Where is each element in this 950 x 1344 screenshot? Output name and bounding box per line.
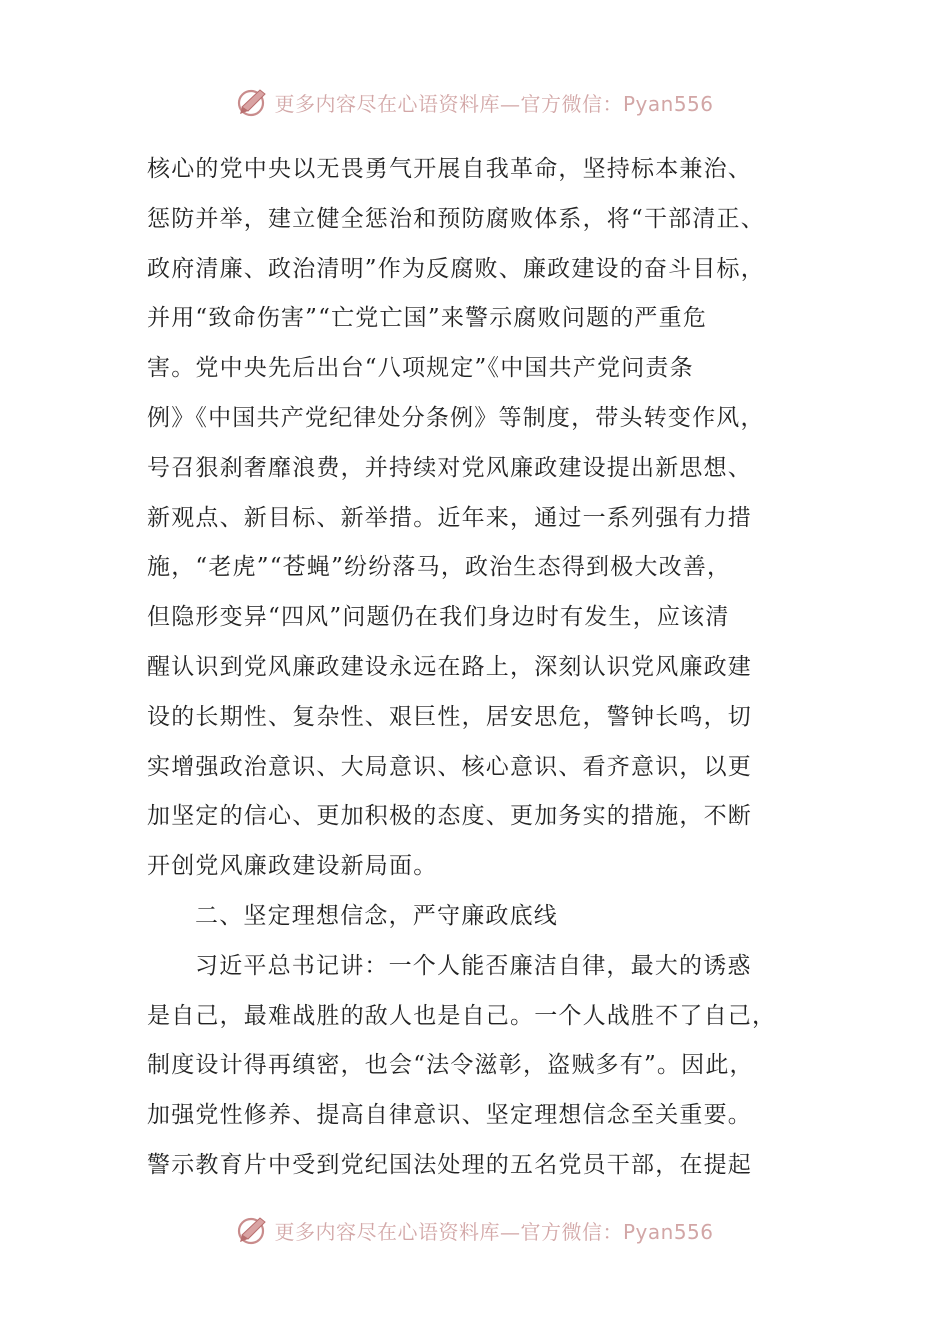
text-line: 惩防并举，建立健全惩治和预防腐败体系，将“干部清正、	[147, 205, 765, 232]
header-banner	[0, 82, 950, 122]
text-line: 号召狠刹奢靡浪费，并持续对党风廉政建设提出新思想、	[147, 454, 752, 481]
footer-banner	[0, 1210, 950, 1250]
text-line: 加坚定的信心、更加积极的态度、更加务实的措施，不断	[147, 803, 752, 830]
text-line: 新观点、新目标、新举措。近年来，通过一系列强有力措	[147, 504, 752, 531]
pen-circle-logo-icon	[236, 85, 270, 119]
text-line: 制度设计得再缜密，也会“法令滋彰，盗贼多有”。因此，	[147, 1052, 754, 1079]
section-heading-2: 二、坚定理想信念，严守廉政底线	[195, 902, 558, 929]
text-line: 加强党性修养、提高自律意识、坚定理想信念至关重要。	[147, 1102, 752, 1129]
text-line: 习近平总书记讲：一个人能否廉洁自律，最大的诱惑	[195, 952, 752, 979]
text-line: 是自己，最难战胜的敌人也是自己。一个人战胜不了自己，	[147, 1002, 777, 1029]
text-line: 施，“老虎”“苍蝇”纷纷落马，政治生态得到极大改善，	[147, 554, 732, 581]
text-line: 并用“致命伤害”“亡党亡国”来警示腐败问题的严重危	[147, 305, 708, 332]
text-line: 但隐形变异“四风”问题仍在我们身边时有发生，应该清	[147, 604, 730, 631]
text-line: 实增强政治意识、大局意识、核心意识、看齐意识，以更	[147, 753, 752, 780]
text-line: 醒认识到党风廉政建设永远在路上，深刻认识党风廉政建	[147, 653, 752, 680]
text-line: 政府清廉、政治清明”作为反腐败、廉政建设的奋斗目标，	[147, 255, 765, 282]
text-line: 例》《中国共产党纪律处分条例》等制度，带头转变作风，	[147, 404, 765, 431]
document-body	[147, 145, 807, 1191]
footer-banner-text: 更多内容尽在心语资料库—官方微信：Pyan556	[274, 1219, 714, 1244]
text-line: 害。党中央先后出台“八项规定”《中国共产党问责条	[147, 355, 694, 382]
text-line: 警示教育片中受到党纪国法处理的五名党员干部，在提起	[147, 1151, 752, 1178]
paragraph-1	[147, 145, 807, 892]
pen-circle-logo-icon	[236, 1213, 270, 1247]
header-banner-text: 更多内容尽在心语资料库—官方微信：Pyan556	[274, 91, 714, 116]
text-line: 开创党风廉政建设新局面。	[147, 853, 438, 880]
paragraph-2	[147, 942, 807, 1191]
text-line: 核心的党中央以无畏勇气开展自我革命，坚持标本兼治、	[147, 156, 752, 182]
text-line: 设的长期性、复杂性、艰巨性，居安思危，警钟长鸣，切	[147, 703, 752, 730]
